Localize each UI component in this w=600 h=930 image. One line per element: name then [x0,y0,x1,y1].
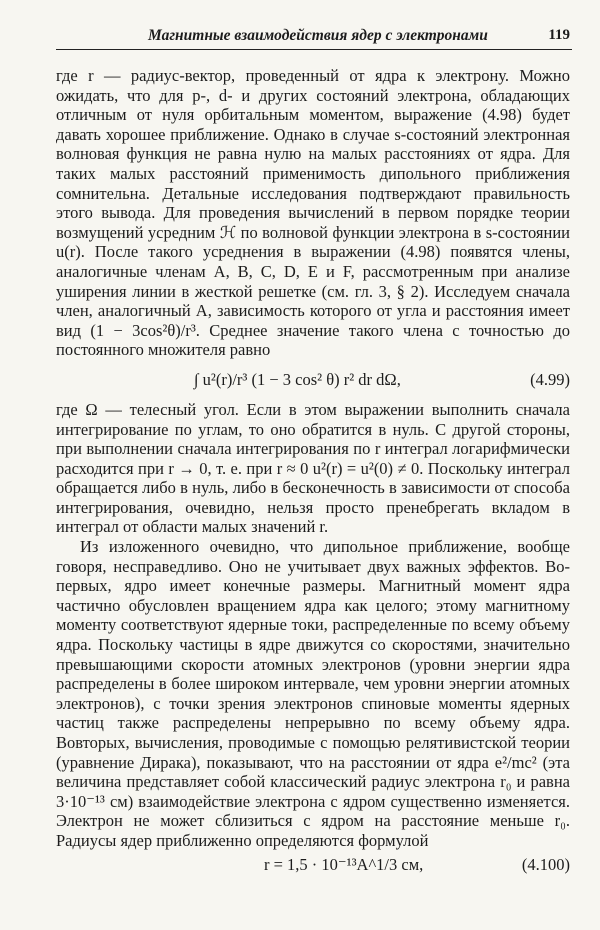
page-body [56,66,570,877]
paragraph-2: где Ω — телесный угол. Если в этом выражении выполнить сначала интегрирование по углам, то оно обратится в нуль. С другой стороны, при выполнении сначала интегрирования по r интеграл логарифмически расходится при r → 0, т. е. при r ≈ 0 u²(r) = u²(0) ≠ 0. Поскольку интеграл обращается либо в нуль, либо в бесконечность в зависимости от способа интегрирования, очевидно, нельзя просто пренебрегать вкладом в интеграл от области малых значений r. [56,399,570,537]
equation-4-99 [56,360,570,400]
equation-number: (4.100) [521,854,570,874]
paragraph-3: Из изложенного очевидно, что дипольное приближение, вообще говоря, несправедливо. Оно не учитывает двух важных эффектов. Во-первых, ядро имеет конечные размеры. Магнитный момент ядра частично обусловлен вращением ядра как целого; этому магнитному моменту соответствуют ядерные токи, распределенные по всему объему ядра. Поскольку частицы в ядре движутся со скоростями, значительно превышающими скорости атомных электронов (уровни энергии ядра распределены в более широком интервале, чем уровни энергии атомных электронов), с точки зрения электронов спиновые моменты ядерных частиц также распределены непрерывно по всему объему ядра. Вовторых, вычисления, проводимые с помощью релятивистской теории (уравнение Дирака), показывают, что на расстоянии от ядра e²/mc² (эта величина представляет собой классический радиус электрона r₀ и равна 3·10⁻¹³ см) взаимодействие электрона с ядром существенно изменяется. Электрон не может сблизиться с ядром на расстояние меньше r₀. Радиусы ядер приближенно определяются формулой [56,537,570,850]
equation-number: (4.99) [530,369,570,389]
equation-4-100 [56,851,570,877]
running-title: Магнитные взаимодействия ядер с электронами [148,27,488,44]
equation-expression: ∫ u²(r)/r³ (1 − 3 cos² θ) r² dr dΩ, [194,369,401,389]
equation-expression: r = 1,5 · 10⁻¹³A^1/3 см, [264,854,424,874]
paragraph-1: где r — радиус-вектор, проведенный от ядра к электрону. Можно ожидать, что для p-, d- и других состояний электрона, обладающих отличным от нуля орбитальным моментом, выражение (4.98) будет давать хорошее приближение. Однако в случае s-состояний электронная волновая функция не равна нулю на малых расстояниях от ядра. Для таких малых расстояний применимость дипольного приближения сомнительна. Детальные исследования подтверждают правильность этого вывода. Для проведения вычислений в первом порядке теории возмущений усредним ℋ по волновой функции электрона в s-состоянии u(r). После такого усреднения в выражении (4.98) появятся члены, аналогичные членам A, B, C, D, E и F, рассмотренным при анализе уширения линии в жесткой решетке (см. гл. 3, § 2). Исследуем сначала член, аналогичный A, зависимость которого от угла и расстояния имеет вид (1 − 3cos²θ)/r³. Среднее значение такого члена с точностью до постоянного множителя равно [56,66,570,360]
page-number: 119 [548,27,570,43]
page-header [56,25,572,50]
